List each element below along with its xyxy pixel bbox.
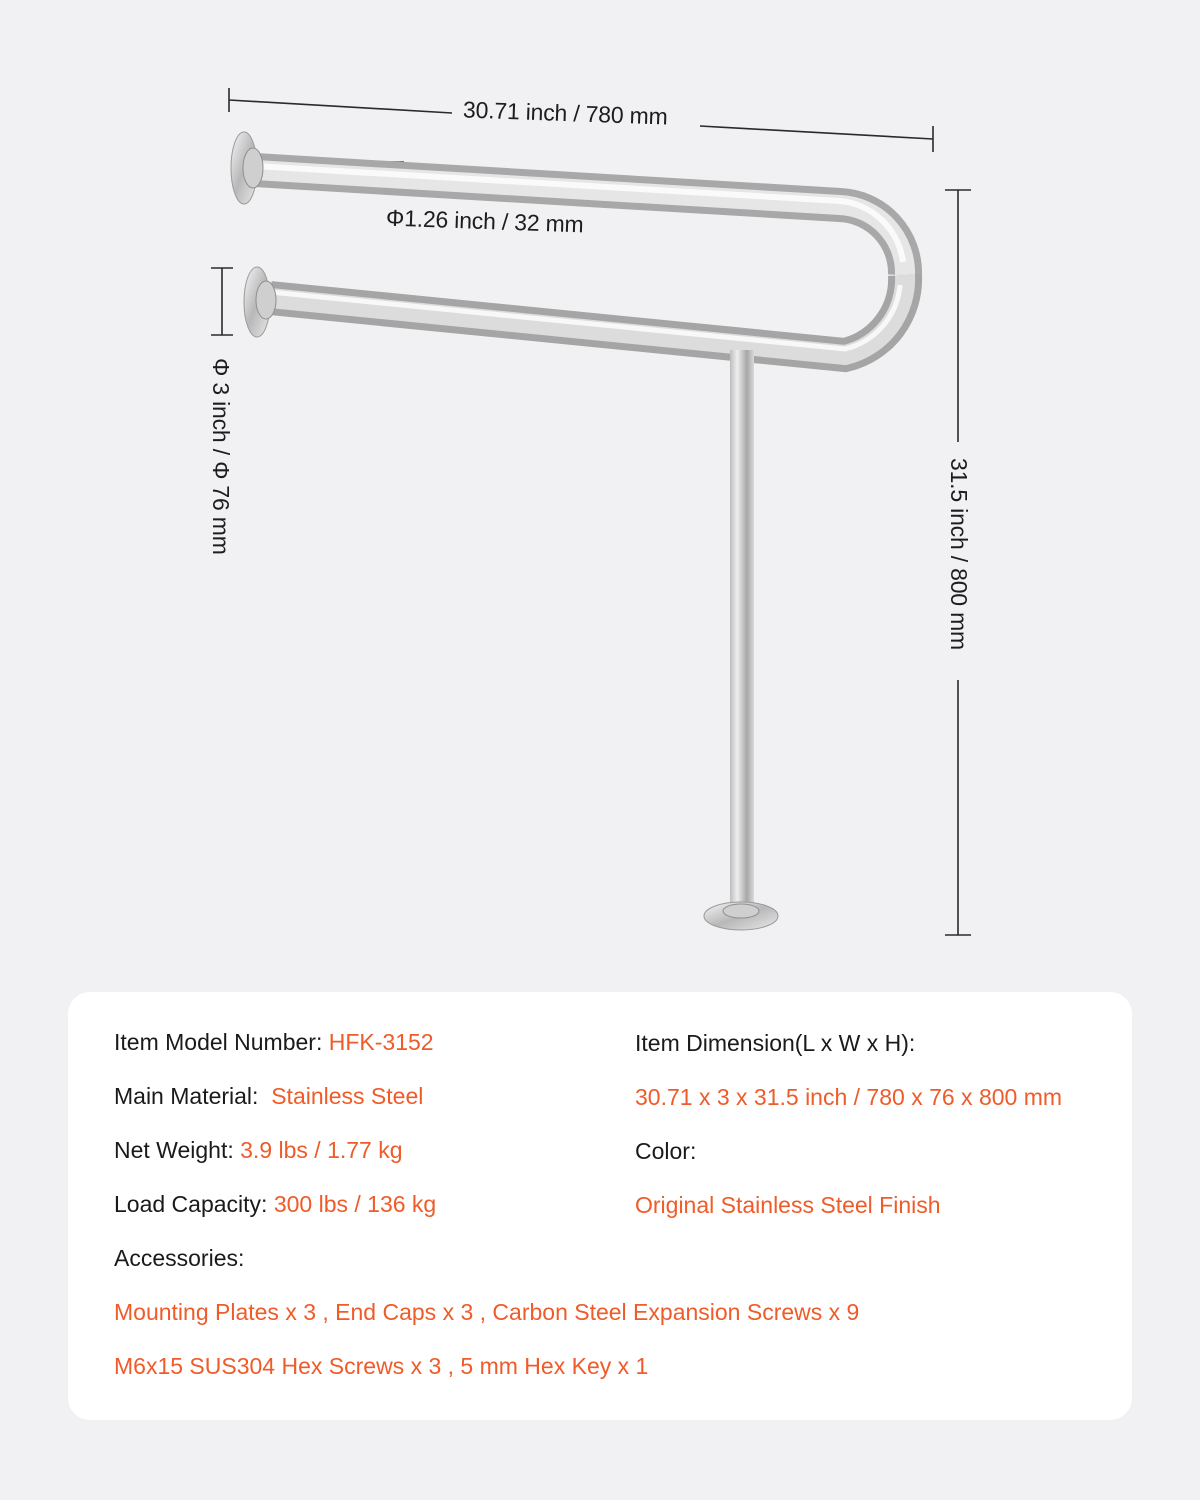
accessories-line-1: Mounting Plates x 3 , End Caps x 3 , Carbon Steel Expansion Screws x 9 <box>114 1299 860 1325</box>
material-value: Stainless Steel <box>271 1083 424 1109</box>
load-capacity-value: 300 lbs / 136 kg <box>273 1191 437 1217</box>
accessories-line-2: M6x15 SUS304 Hex Screws x 3 , 5 mm Hex Key x 1 <box>114 1353 649 1379</box>
model-number-label: Item Model Number: <box>114 1029 323 1055</box>
accessories-label: Accessories: <box>114 1245 245 1271</box>
dimension-value: 30.71 x 3 x 31.5 inch / 780 x 76 x 800 mm <box>635 1084 1063 1110</box>
spec-card <box>68 992 1132 1420</box>
weight-label: Net Weight: <box>114 1137 234 1163</box>
length-label: 30.71 inch / 780 mm <box>462 96 669 130</box>
color-label: Color: <box>635 1138 697 1164</box>
color-value: Original Stainless Steel Finish <box>635 1192 941 1218</box>
material-row <box>114 1081 423 1111</box>
material-label: Main Material: <box>114 1083 259 1109</box>
load-capacity-row <box>114 1189 436 1219</box>
model-number-row <box>114 1027 434 1057</box>
model-number-value: HFK-3152 <box>328 1029 434 1055</box>
tube-diameter-label: Φ1.26 inch / 32 mm <box>385 204 584 238</box>
dimension-label: Item Dimension(L x W x H): <box>635 1030 916 1056</box>
height-label: 31.5 inch / 800 mm <box>946 458 972 651</box>
weight-value: 3.9 lbs / 1.77 kg <box>240 1137 403 1163</box>
weight-row <box>114 1135 403 1165</box>
plate-diameter-label: Φ 3 inch / Φ 76 mm <box>208 358 234 555</box>
load-capacity-label: Load Capacity: <box>114 1191 268 1217</box>
